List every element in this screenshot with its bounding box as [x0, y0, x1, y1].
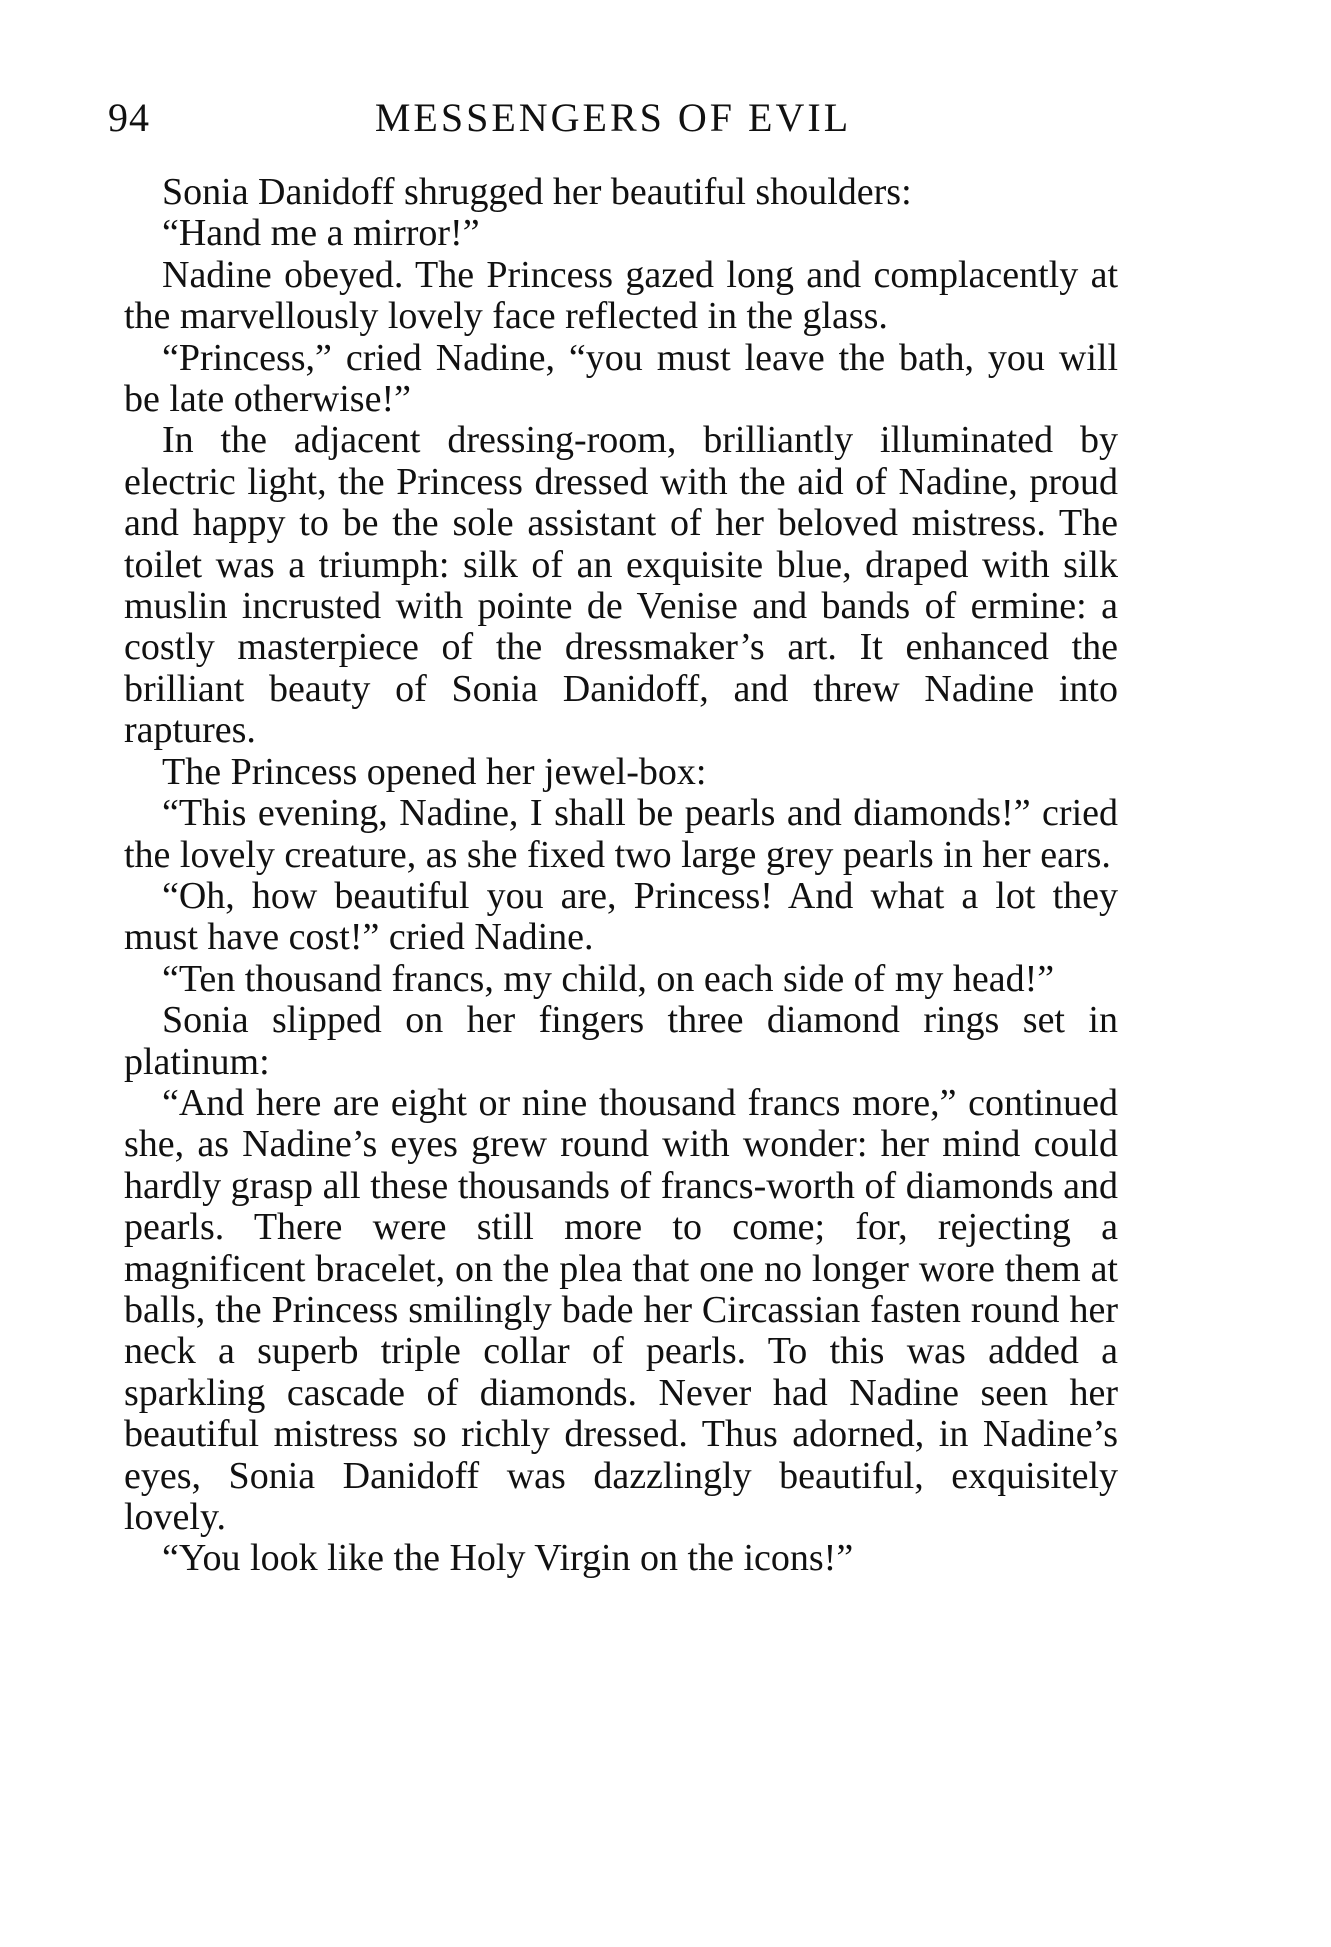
paragraph: “Oh, how beautiful you are, Princess! And what a lot they must have cost!” cried Nadine.: [124, 874, 1118, 959]
paragraph: The Princess opened her jewel-box:: [162, 750, 707, 793]
body-text: [124, 172, 1118, 1580]
paragraph: “And here are eight or nine thousand francs more,” continued she, as Nadine’s eyes grew round with wonder: her mind could hardly grasp all these thousands of francs-worth of diamonds and pearls. There were still more to come; for, rejecting a magnificent bracelet, on the plea that one no longer wore them at balls, the Princess smilingly bade her Circassian fasten round her neck a superb triple collar of pearls. To this was added a sparkling cascade of diamonds. Never had Nadine seen her beautiful mistress so richly dressed. Thus adorned, in Nadine’s eyes, Sonia Danidoff was dazzlingly beautiful, exquisitely lovely.: [124, 1081, 1118, 1538]
paragraph: “Princess,” cried Nadine, “you must leave the bath, you will be late otherwise!”: [124, 336, 1118, 421]
paragraph: Sonia slipped on her fingers three diamond rings set in platinum:: [124, 999, 1118, 1083]
paragraph: “Hand me a mirror!”: [162, 212, 480, 255]
page-header: [108, 88, 1118, 148]
page-number: 94: [108, 95, 150, 140]
paragraph: “This evening, Nadine, I shall be pearls and diamonds!” cried the lovely creature, as she fixed two large grey pearls in her ears.: [124, 792, 1118, 876]
paragraph: “You look like the Holy Virgin on the icons!”: [162, 1537, 854, 1580]
paragraph: “Ten thousand francs, my child, on each side of my head!”: [162, 957, 1055, 1000]
paragraph: Nadine obeyed. The Princess gazed long and complacently at the marvellously lovely face reflected in the glass.: [124, 253, 1118, 338]
paragraph: Sonia Danidoff shrugged her beautiful shoulders:: [162, 171, 912, 213]
running-head: MESSENGERS OF EVIL: [374, 95, 852, 140]
paragraph: In the adjacent dressing-room, brilliantly illuminated by electric light, the Princess dressed with the aid of Nadine, proud and happy to be the sole assistant of her beloved mistress. The toilet was a triumph: silk of an exquisite blue, draped with silk muslin incrusted with pointe de Venise and bands of ermine: a costly masterpiece of the dressmaker’s art. It enhanced the brilliant beauty of Sonia Danidoff, and threw Nadine into raptures.: [124, 419, 1118, 752]
